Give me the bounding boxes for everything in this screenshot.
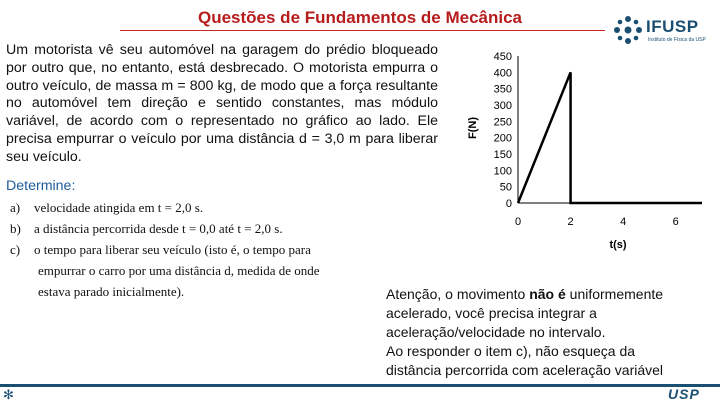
determine-label: Determine:	[6, 178, 76, 194]
note-line	[386, 285, 716, 304]
x-tick-labels	[515, 216, 679, 228]
y-axis-label: F(N)	[467, 117, 479, 139]
problem-statement: Um motorista vê seu automóvel na garagem do prédio bloqueado por outro que, no entanto, está desbrecado. O motorista empurra o outro veículo, de massa m = 800 kg, de modo que a força resultante no automóvel tem direção e sentido constantes, mas módulo variável, de acordo com o representado no gráfico ao lado. Ele precisa empurrar o veículo por uma distância d = 3,0 m para liberar seu veículo.	[6, 42, 438, 165]
ifusp-logo-text: IFUSP	[646, 17, 699, 36]
x-tick-label: 0	[514, 216, 522, 228]
y-tick-label: 100	[493, 165, 512, 178]
x-axis-label: t(s)	[609, 239, 627, 251]
footer-bar	[0, 384, 720, 387]
ifusp-emblem-icon	[612, 14, 644, 46]
force-time-chart	[466, 48, 716, 256]
y-tick-label: 150	[493, 149, 512, 161]
question-label: b)	[10, 221, 21, 236]
y-tick-label: 300	[493, 100, 512, 112]
usp-logo: USP	[668, 386, 700, 402]
ifusp-logo-subtitle: Instituto de Física da USP	[648, 37, 706, 43]
question-b	[10, 221, 283, 237]
question-c	[10, 242, 311, 258]
question-c-continuation: estava parado inicialmente).	[38, 284, 185, 299]
note-line: distância percorrida com aceleração variável	[386, 362, 664, 378]
x-tick-label: 6	[672, 216, 679, 228]
series-line	[518, 72, 702, 203]
y-tick-label: 350	[493, 83, 512, 96]
title-underline	[120, 30, 605, 31]
x-tick-label: 2	[567, 216, 574, 228]
note-line: acelerado, você precisa integrar a	[386, 305, 597, 321]
question-text: velocidade atingida em t = 2,0 s.	[34, 200, 204, 215]
page-title: Questões de Fundamentos de Mecânica	[197, 8, 523, 27]
attention-note	[386, 285, 716, 380]
question-label: c)	[10, 242, 21, 257]
y-tick-label: 0	[505, 198, 512, 210]
question-text: o tempo para liberar seu veículo (isto é, o tempo para	[34, 242, 311, 257]
question-label: a)	[10, 200, 21, 215]
footer-emblem-icon: ✻	[3, 387, 14, 402]
y-tick-label: 450	[493, 51, 512, 63]
question-a	[10, 200, 203, 216]
note-text: uniformemente	[565, 286, 664, 302]
y-tick-label: 250	[493, 116, 512, 129]
note-line: Ao responder o item c), não esqueça da	[386, 343, 636, 359]
question-text: a distância percorrida desde t = 0,0 até t = 2,0 s.	[34, 221, 283, 236]
x-tick-label: 4	[620, 216, 627, 228]
y-tick-label: 200	[493, 132, 512, 145]
y-tick-label: 400	[493, 67, 512, 80]
note-line: aceleração/velocidade no intervalo.	[386, 324, 606, 340]
question-c-continuation: empurrar o carro por uma distância d, medida de onde	[38, 263, 320, 278]
note-text: Atenção, o movimento	[386, 286, 530, 302]
y-tick-labels	[494, 51, 512, 210]
note-emphasis: não é	[529, 286, 566, 302]
ifusp-logo	[612, 12, 712, 52]
y-tick-label: 50	[499, 181, 512, 194]
